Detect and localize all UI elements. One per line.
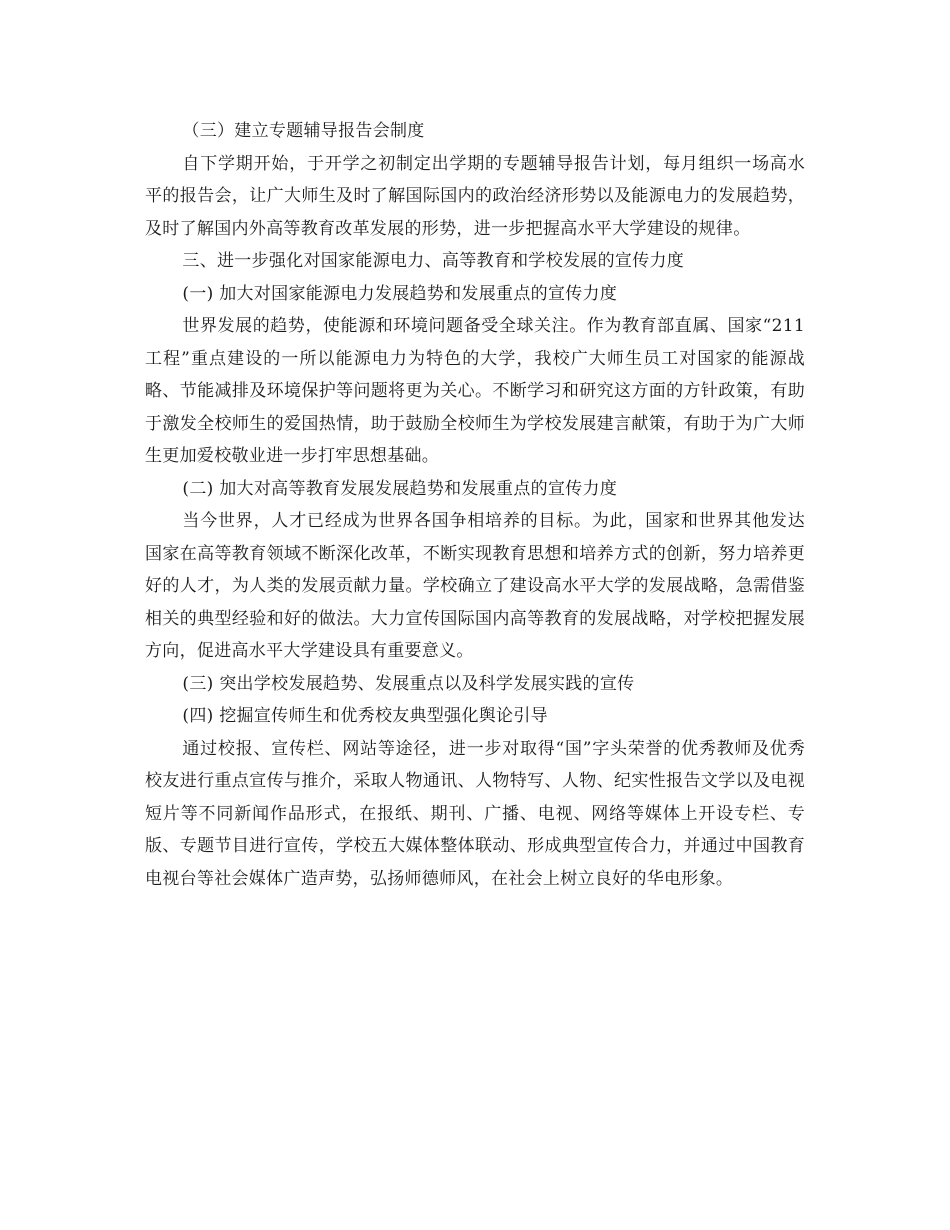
subsection-heading-typical-models: (四) 挖掘宣传师生和优秀校友典型强化舆论引导 <box>182 706 548 726</box>
paragraph-energy-environment: 世界发展的趋势，使能源和环境问题备受全球关注。作为教育部直属、国家“211工程”重点建设的一所以能源电力为特色的大学，我校广大师生员工对国家的能源战略、节能减排及环境保护等问题将更为关心。不断学习和研究这方面的方针政策，有助于激发全校师生的爱国热情，助于鼓励全校师生为学校发展建言献策，有助于为广大师生更加爱校敬业进一步打牢思想基础。 <box>145 316 805 466</box>
document-body <box>145 115 805 895</box>
subsection-heading-energy-power: (一) 加大对国家能源电力发展趋势和发展重点的宣传力度 <box>182 283 618 304</box>
paragraph-media-publicity: 通过校报、宣传栏、网站等途径，进一步对取得“国”字头荣誉的优秀教师及优秀校友进行重点宣传与推介，采取人物通讯、人物特写、人物、纪实性报告文学以及电视短片等不同新闻作品形式，在报纸、期刊、广播、电视、网络等媒体上开设专栏、专版、专题节目进行宣传，学校五大媒体整体联动、形成典型宣传合力，并通过中国教育电视台等社会媒体广造声势，弘扬师德师风，在社会上树立良好的华电形象。 <box>145 738 805 889</box>
subsection-heading-higher-education: (二) 加大对高等教育发展发展趋势和发展重点的宣传力度 <box>182 478 618 499</box>
paragraph-talent-development: 当今世界，人才已经成为世界各国争相培养的目标。为此，国家和世界其他发达国家在高等教育领域不断深化改革，不断实现教育思想和培养方式的创新，努力培养更好的人才，为人类的发展贡献力量。学校确立了建设高水平大学的发展战略，急需借鉴相关的典型经验和好的做法。大力宣传国际国内高等教育的发展战略，对学校把握发展方向，促进高水平大学建设具有重要意义。 <box>145 511 805 661</box>
section-heading-strengthen-publicity: 三、进一步强化对国家能源电力、高等教育和学校发展的宣传力度 <box>182 251 685 271</box>
paragraph-lecture-plan: 自下学期开始，于开学之初制定出学期的专题辅导报告计划，每月组织一场高水平的报告会，让广大师生及时了解国际国内的政治经济形势以及能源电力的发展趋势，及时了解国内外高等教育改革发展的形势，进一步把握高水平大学建设的规律。 <box>145 153 805 239</box>
subsection-heading-school-development: (三) 突出学校发展趋势、发展重点以及科学发展实践的宣传 <box>182 673 635 694</box>
section-heading-establish-lecture-system: （三）建立专题辅导报告会制度 <box>182 121 425 141</box>
